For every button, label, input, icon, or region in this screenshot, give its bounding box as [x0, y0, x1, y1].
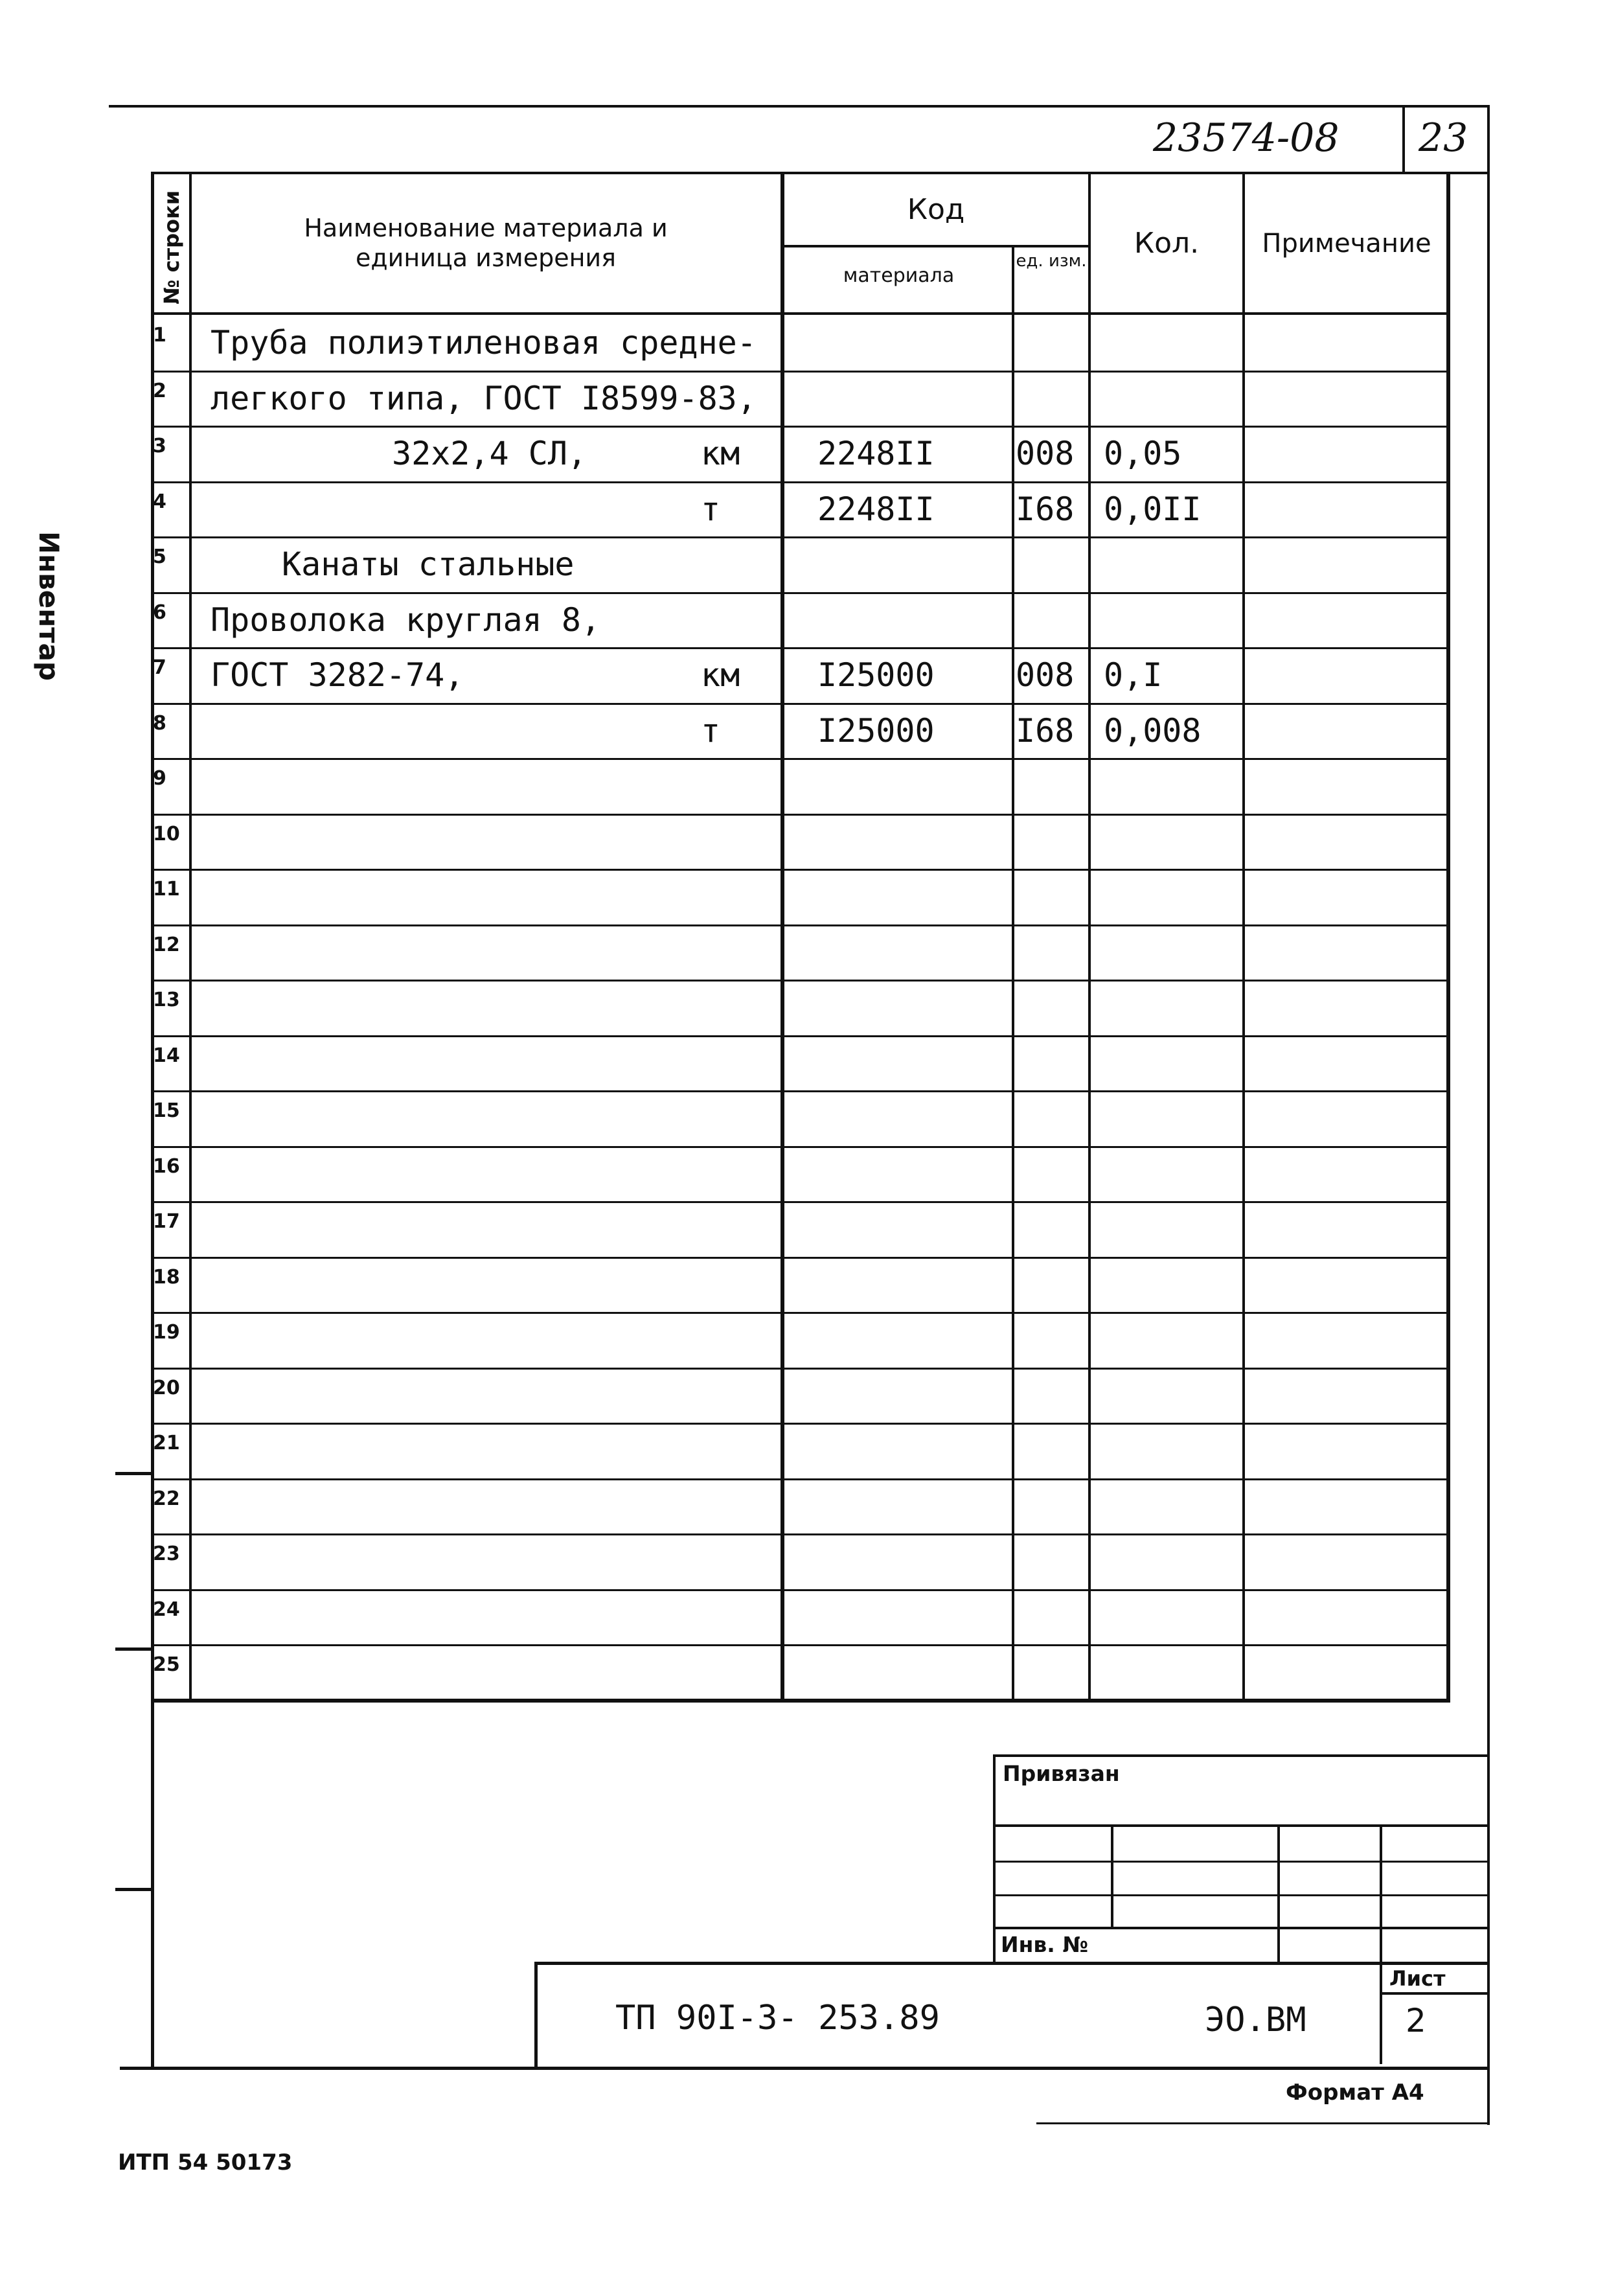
row-number: 6: [153, 601, 166, 624]
material-name: Канаты стальные: [282, 545, 575, 583]
material-code: 2248II: [817, 435, 935, 472]
row-number: 15: [153, 1099, 180, 1122]
table-bottom: [152, 1699, 1450, 1703]
title-block-line-3: [993, 1894, 1490, 1896]
quantity: 0,0II: [1104, 490, 1202, 528]
sheet-label-line: [1380, 1992, 1490, 1995]
material-name: 32x2,4 СЛ,: [392, 435, 587, 472]
material-code: I25000: [817, 712, 935, 750]
row-line: [152, 1368, 1450, 1370]
inv-label: Инв. №: [1001, 1932, 1089, 1957]
row-number: 9: [153, 767, 166, 790]
material-name: Проволока круглая 8,: [211, 601, 601, 639]
outer-right-edge: [1487, 172, 1490, 2122]
doc-code: ЭО.ВМ: [1205, 2001, 1306, 2039]
title-block-col-2: [1277, 1824, 1280, 1964]
row-number: 2: [153, 380, 166, 402]
quantity: 0,I: [1104, 656, 1163, 694]
row-number: 12: [153, 934, 180, 956]
row-line: [152, 1090, 1450, 1092]
row-line: [152, 980, 1450, 982]
page-number: 23: [1419, 115, 1468, 161]
row-line: [152, 1589, 1450, 1591]
row-number: 19: [153, 1321, 180, 1344]
material-code: I25000: [817, 656, 935, 694]
attached-label: Привязан: [1003, 1761, 1120, 1786]
row-line: [152, 1201, 1450, 1203]
material-name: легкого типа, ГОСТ I8599-83,: [211, 380, 757, 417]
footer-bottom-rule: [1036, 2122, 1490, 2124]
col-line-note: [1242, 172, 1245, 1701]
row-number: 4: [153, 490, 166, 513]
bottom-rule: [120, 2067, 1490, 2070]
row-line: [152, 536, 1450, 538]
title-block-line-2: [993, 1861, 1490, 1863]
row-line: [152, 481, 1450, 483]
row-number: 8: [153, 712, 166, 735]
row-number: 20: [153, 1377, 180, 1399]
row-line: [152, 869, 1450, 871]
row-line: [152, 703, 1450, 705]
page-number-divider: [1402, 105, 1405, 173]
stamp-top: [534, 1962, 1490, 1965]
header-note: Примечание: [1262, 229, 1431, 258]
header-bottom-rule: [152, 172, 1490, 174]
col-line-unitcode: [1012, 246, 1014, 1701]
footer-right-edge: [1487, 2070, 1490, 2125]
project-code: ТП 90I-3- 253.89: [615, 1999, 940, 2038]
sheet-label: Лист: [1389, 1966, 1446, 1991]
row-number: 18: [153, 1266, 180, 1289]
row-line: [152, 1035, 1450, 1037]
col-line-qty: [1088, 172, 1091, 1701]
row-line: [152, 1478, 1450, 1480]
header-qty: Кол.: [1134, 227, 1200, 260]
row-number: 14: [153, 1044, 180, 1067]
quantity: 0,008: [1104, 712, 1202, 750]
code-header-divider: [781, 245, 1090, 247]
header-row-no: № строки: [159, 190, 184, 304]
printer-label: ИТП 54 50173: [118, 2150, 293, 2175]
row-line: [152, 924, 1450, 926]
title-block-left: [993, 1754, 996, 1964]
row-number: 21: [153, 1432, 180, 1454]
header-name: Наименование материала и единица измерения: [304, 214, 668, 272]
unit-code: I68: [1016, 490, 1075, 528]
row-number: 24: [153, 1598, 180, 1621]
format-label: Формат А4: [1286, 2080, 1424, 2106]
row-number: 1: [153, 324, 166, 347]
stamp-left: [534, 1962, 538, 2069]
unit-code: 008: [1016, 656, 1075, 694]
row-number: 16: [153, 1155, 180, 1178]
header-code-material: материала: [843, 264, 955, 287]
header-right-edge: [1487, 105, 1490, 173]
row-number: 7: [153, 656, 166, 679]
unit: т: [701, 490, 721, 528]
row-line: [152, 814, 1450, 816]
left-tick-1: [115, 1472, 153, 1475]
row-line: [152, 1257, 1450, 1259]
left-tick-2: [115, 1647, 153, 1651]
row-number: 5: [153, 545, 166, 568]
quantity: 0,05: [1104, 435, 1182, 472]
table-header-bottom: [152, 312, 1450, 315]
unit-code: I68: [1016, 712, 1075, 750]
row-number: 3: [153, 435, 166, 457]
row-number: 17: [153, 1210, 180, 1233]
unit-code: 008: [1016, 435, 1075, 472]
material-name: ГОСТ 3282-74,: [211, 656, 464, 694]
unit: км: [701, 435, 740, 472]
row-line: [152, 1312, 1450, 1314]
row-number: 23: [153, 1543, 180, 1565]
title-block-top: [993, 1754, 1490, 1757]
doc-number: 23574-08: [1153, 115, 1339, 161]
sheet-number: 2: [1406, 2002, 1426, 2039]
title-block-col-3: [1380, 1824, 1382, 2064]
unit: т: [701, 712, 721, 750]
row-line: [152, 1146, 1450, 1148]
row-line: [152, 647, 1450, 649]
top-rule: [109, 105, 1490, 108]
row-line: [152, 758, 1450, 760]
material-name: Труба полиэтиленовая средне-: [211, 324, 757, 362]
row-line: [152, 592, 1450, 594]
col-line-right: [1446, 172, 1450, 1702]
left-tick-3: [115, 1888, 153, 1891]
side-label: Инвентар: [33, 531, 65, 681]
row-number: 25: [153, 1653, 180, 1676]
row-number: 22: [153, 1487, 180, 1510]
row-number: 11: [153, 878, 180, 901]
title-block-line-4: [993, 1927, 1490, 1929]
row-line: [152, 426, 1450, 428]
header-code-unit: ед. изм.: [1016, 251, 1087, 271]
row-number: 10: [153, 823, 180, 845]
row-line: [152, 371, 1450, 373]
row-line: [152, 1533, 1450, 1535]
title-block-line-1: [993, 1824, 1490, 1827]
unit: км: [701, 656, 740, 694]
col-line-code: [781, 172, 784, 1702]
row-number: 13: [153, 989, 180, 1011]
row-line: [152, 1423, 1450, 1425]
row-line: [152, 1644, 1450, 1646]
left-tick-4: [151, 1820, 154, 1898]
title-block-col-1: [1111, 1824, 1113, 1928]
header-code: Код: [907, 193, 965, 226]
material-code: 2248II: [817, 490, 935, 528]
